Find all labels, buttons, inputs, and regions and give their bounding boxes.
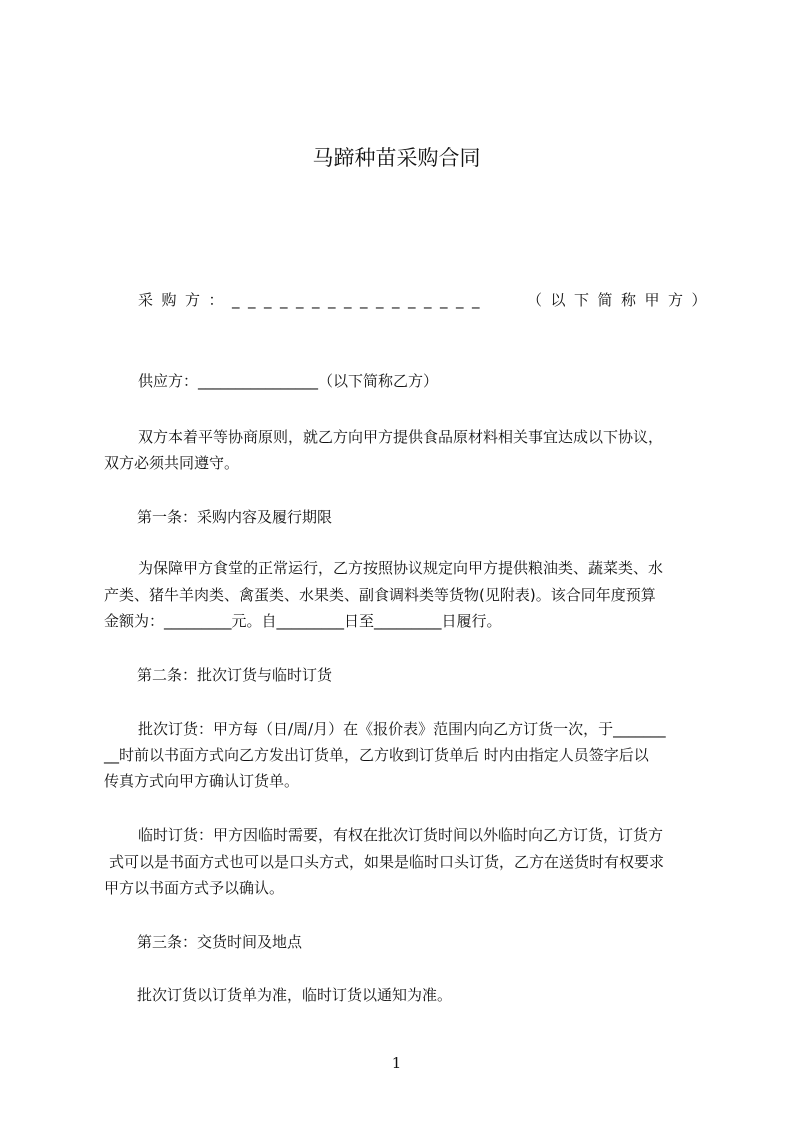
article-1-line: 为保障甲方食堂的正常运行，乙方按照协议规定向甲方提供粮油类、蔬菜类、水 [138,559,664,577]
buyer-line: 采购方：________________ [138,291,489,309]
article-3-body: 批次订货以订货单为准，临时订货以通知为准。 [137,986,453,1004]
preamble-line: 双方本着平等协商原则，就乙方向甲方提供食品原材料相关事宜达成以下协议， [138,428,664,446]
document-title: 马蹄种苗采购合同 [312,146,481,170]
article-1-line: 金额为：_________元。自_________日至_________日履行。 [104,612,502,630]
buyer-note: （以下简称甲方） [527,291,716,309]
article-2-batch-line: __时前以书面方式向乙方发出订货单，乙方收到订货单后 时内由指定人员签字后以 [104,746,649,764]
preamble-line: 双方必须共同遵守。 [104,454,240,472]
article-3-heading: 第三条：交货时间及地点 [137,933,303,951]
article-1-line: 产类、猪牛羊肉类、禽蛋类、水果类、副食调料类等货物(见附表)。该合同年度预算 [104,586,656,604]
page-number: 1 [391,1054,402,1072]
supplier-line: 供应方：________________（以下简称乙方） [138,372,439,390]
article-2-temp-line: 甲方以书面方式予以确认。 [104,879,285,897]
article-1-heading: 第一条：采购内容及履行期限 [137,508,333,526]
article-2-temp-line: 式可以是书面方式也可以是口头方式，如果是临时口头订货，乙方在送货时有权要求 [109,853,665,871]
article-2-temp-line: 临时订货：甲方因临时需要，有权在批次订货时间以外临时向乙方订货，订货方 [138,826,664,844]
article-2-batch-line: 传真方式向甲方确认订货单。 [104,772,300,790]
article-2-batch-line: 批次订货：甲方每（日/周/月）在《报价表》范围内向乙方订货一次，于_______ [138,720,666,738]
article-2-heading: 第二条：批次订货与临时订货 [137,666,333,684]
